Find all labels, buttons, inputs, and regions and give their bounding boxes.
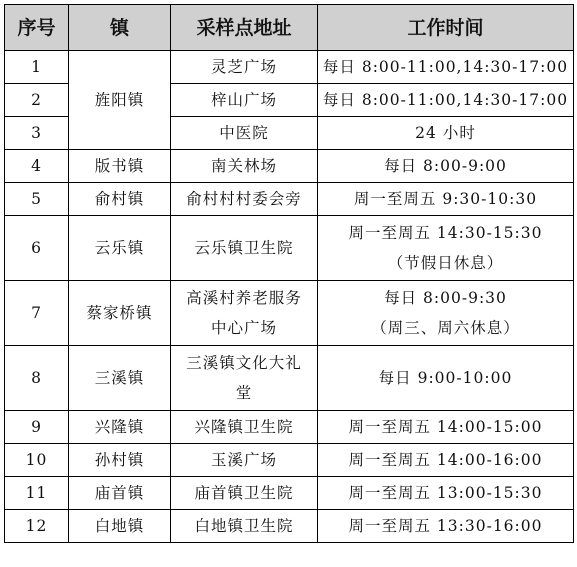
- row-town: 蔡家桥镇: [69, 281, 171, 346]
- row-hours: [318, 183, 574, 216]
- table-row: [5, 150, 574, 183]
- row-no: 2: [5, 84, 69, 117]
- address-line: 中心广场: [210, 319, 277, 337]
- row-hours: [318, 281, 574, 346]
- table-row: [5, 411, 574, 444]
- header-address: 采样点地址: [171, 5, 318, 51]
- sampling-schedule-table: [4, 4, 574, 543]
- row-hours: [318, 150, 574, 183]
- row-town: 孙村镇: [69, 444, 171, 477]
- table-row: [5, 444, 574, 477]
- row-hours: [318, 346, 574, 411]
- row-hours: [318, 477, 574, 510]
- header-town: 镇: [69, 5, 171, 51]
- address-line: 庙首镇卫生院: [194, 484, 294, 502]
- hours-line: 周一至周五 14:00-16:00: [348, 451, 543, 469]
- table-row: [5, 510, 574, 543]
- row-hours: [318, 216, 574, 281]
- row-address: [171, 150, 318, 183]
- address-line: 白地镇卫生院: [194, 517, 294, 535]
- row-no: 7: [5, 281, 69, 346]
- row-town: 云乐镇: [69, 216, 171, 281]
- address-line: 兴隆镇卫生院: [194, 418, 294, 436]
- hours-line: 周一至周五 13:30-16:00: [348, 517, 543, 535]
- row-address: [171, 411, 318, 444]
- row-address: [171, 346, 318, 411]
- row-town: 俞村镇: [69, 183, 171, 216]
- address-line: 灵芝广场: [210, 58, 277, 76]
- hours-line: 每日 8:00-9:30: [384, 289, 507, 307]
- row-no: 9: [5, 411, 69, 444]
- table-row: [5, 51, 574, 84]
- hours-line: 周一至周五 9:30-10:30: [353, 190, 538, 208]
- row-town: 庙首镇: [69, 477, 171, 510]
- row-town: 白地镇: [69, 510, 171, 543]
- address-line: 俞村村村委会旁: [186, 190, 302, 208]
- row-no: 6: [5, 216, 69, 281]
- row-hours: [318, 51, 574, 84]
- row-no: 5: [5, 183, 69, 216]
- hours-line: 周一至周五 14:00-15:00: [348, 418, 543, 436]
- row-town: 三溪镇: [69, 346, 171, 411]
- row-no: 3: [5, 117, 69, 150]
- hours-note: （周三、周六休息）: [371, 319, 520, 337]
- row-town: 旌阳镇: [69, 51, 171, 150]
- row-address: [171, 183, 318, 216]
- header-hours: 工作时间: [318, 5, 574, 51]
- table-row: [5, 281, 574, 346]
- row-no: 8: [5, 346, 69, 411]
- hours-line: 24 小时: [415, 124, 476, 142]
- hours-line: 每日 8:00-11:00,14:30-17:00: [322, 91, 569, 109]
- row-hours: [318, 117, 574, 150]
- table-row: [5, 346, 574, 411]
- row-hours: [318, 510, 574, 543]
- row-address: [171, 510, 318, 543]
- header-row: [5, 5, 574, 51]
- row-no: 4: [5, 150, 69, 183]
- row-hours: [318, 84, 574, 117]
- hours-line: 周一至周五 13:00-15:30: [348, 484, 543, 502]
- table-row: [5, 183, 574, 216]
- row-address: [171, 51, 318, 84]
- row-address: [171, 444, 318, 477]
- address-line: 梓山广场: [210, 91, 277, 109]
- hours-line: 每日 8:00-9:00: [384, 157, 507, 175]
- hours-line: 周一至周五 14:30-15:30: [348, 224, 543, 242]
- row-address: [171, 281, 318, 346]
- row-no: 10: [5, 444, 69, 477]
- table-row: [5, 216, 574, 281]
- row-hours: [318, 411, 574, 444]
- row-address: [171, 216, 318, 281]
- row-address: [171, 477, 318, 510]
- row-no: 11: [5, 477, 69, 510]
- row-address: [171, 84, 318, 117]
- hours-note: （节假日休息）: [387, 254, 504, 272]
- row-town: 兴隆镇: [69, 411, 171, 444]
- table-row: [5, 477, 574, 510]
- header-no: 序号: [5, 5, 69, 51]
- row-no: 12: [5, 510, 69, 543]
- address-line: 中医院: [219, 124, 269, 142]
- row-address: [171, 117, 318, 150]
- row-hours: [318, 444, 574, 477]
- row-town: 版书镇: [69, 150, 171, 183]
- address-line: 南关林场: [210, 157, 277, 175]
- address-line: 云乐镇卫生院: [194, 239, 294, 257]
- hours-line: 每日 8:00-11:00,14:30-17:00: [322, 58, 569, 76]
- hours-line: 每日 9:00-10:00: [378, 369, 513, 387]
- address-line: 堂: [235, 384, 253, 402]
- address-line: 三溪镇文化大礼: [186, 354, 302, 372]
- row-no: 1: [5, 51, 69, 84]
- address-line: 玉溪广场: [210, 451, 277, 469]
- address-line: 高溪村养老服务: [186, 289, 302, 307]
